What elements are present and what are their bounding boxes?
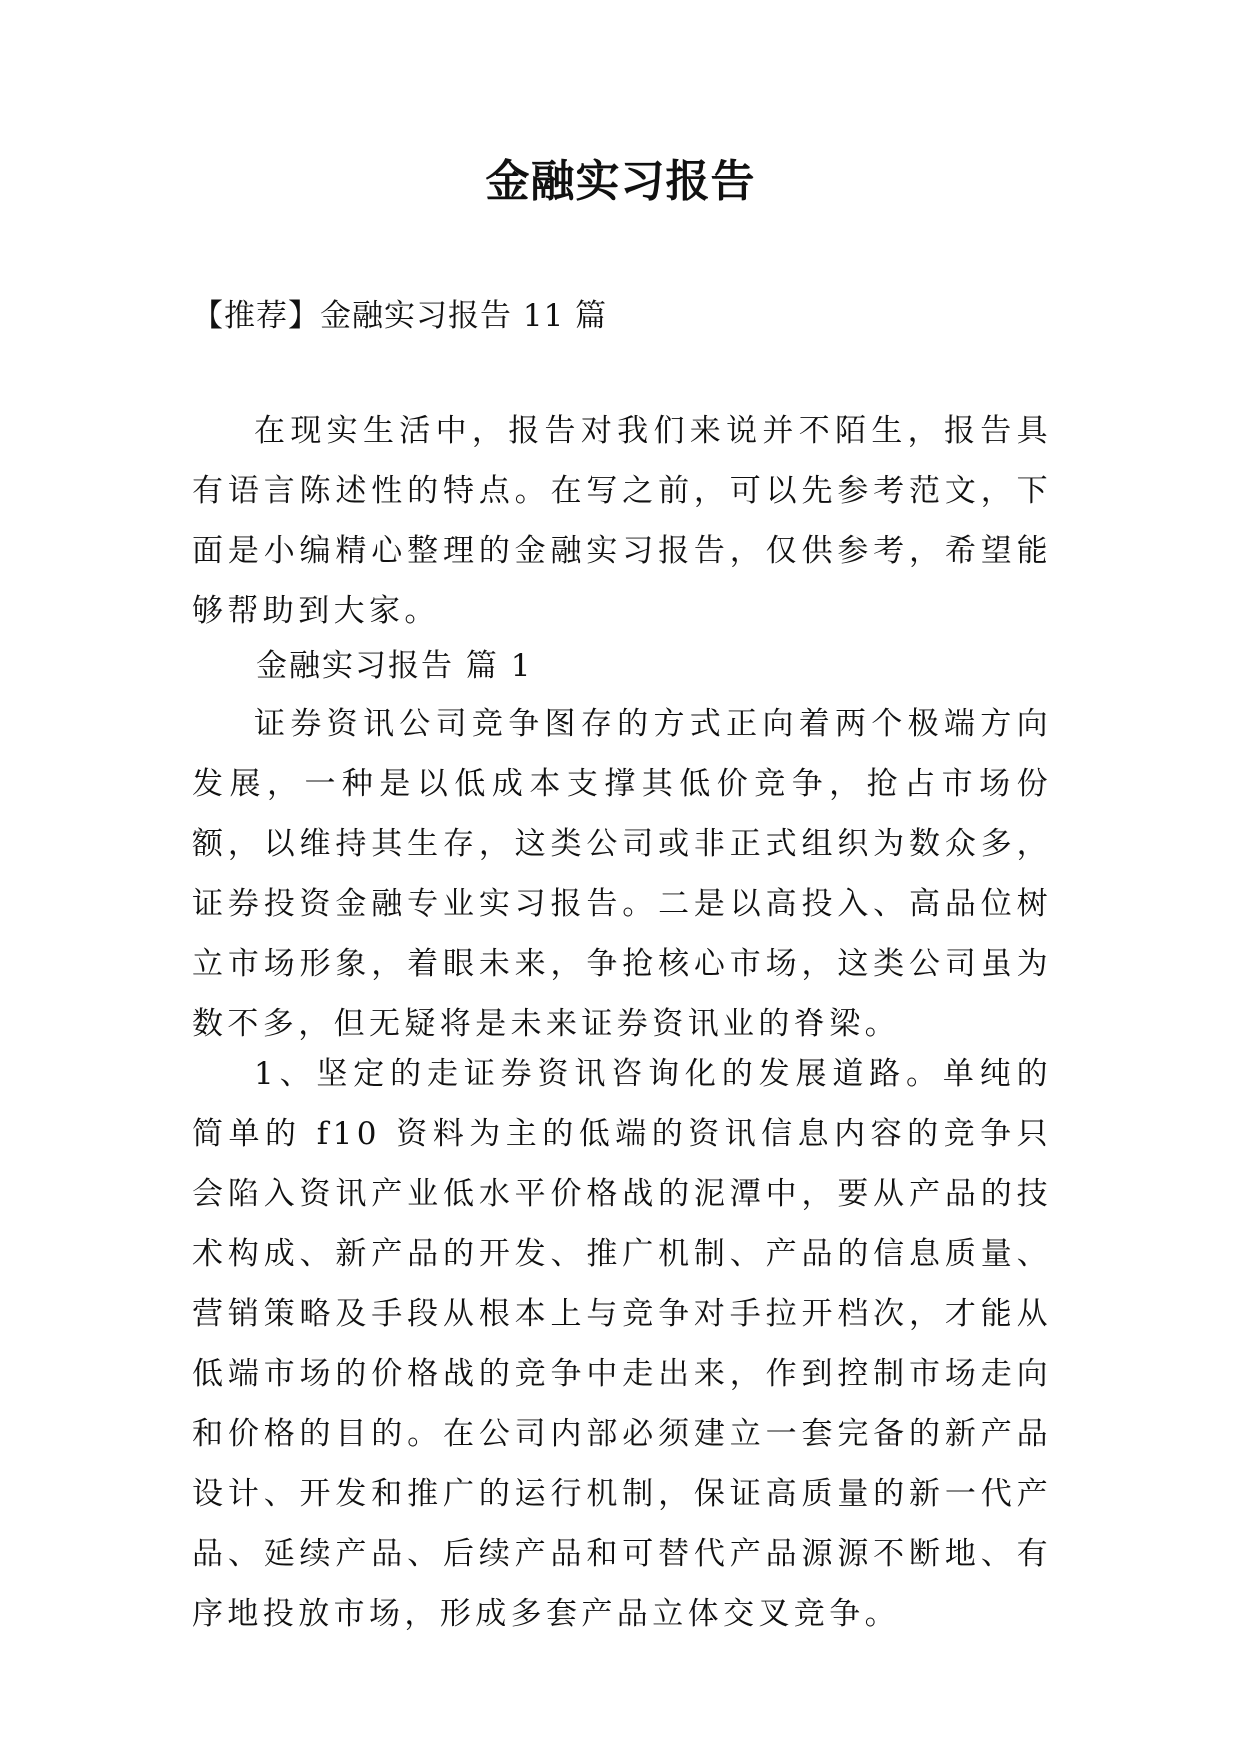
body-paragraph: 证券资讯公司竞争图存的方式正向着两个极端方向发展，一种是以低成本支撑其低价竞争，抢占市场份额，以维持其生存，这类公司或非正式组织为数众多，证券投资金融专业实习报告。二是以高投入、高品位树立市场形象，着眼未来，争抢核心市场，这类公司虽为数不多，但无疑将是未来证券资讯业的脊梁。: [192, 706, 1052, 1042]
body-paragraph: 1、坚定的走证券资讯咨询化的发展道路。单纯的简单的 f10 资料为主的低端的资讯信息内容的竞争只会陷入资讯产业低水平价格战的泥潭中，要从产品的技术构成、新产品的开发、推广机制、产品的信息质量、营销策略及手段从根本上与竞争对手拉开档次，才能从低端市场的价格战的竞争中走出来，作到控制市场走向和价格的目的。在公司内部必须建立一套完备的新产品设计、开发和推广的运行机制，保证高质量的新一代产品、延续产品、后续产品和可替代产品源源不断地、有序地投放市场，形成多套产品立体交叉竞争。: [192, 1056, 1052, 1632]
document-title: 金融实习报告: [485, 156, 756, 207]
recommend-line: 【推荐】金融实习报告 11 篇: [192, 298, 608, 334]
section-heading: 金融实习报告 篇 1: [256, 648, 533, 684]
intro-paragraph: 在现实生活中，报告对我们来说并不陌生，报告具有语言陈述性的特点。在写之前，可以先参考范文，下面是小编精心整理的金融实习报告，仅供参考，希望能够帮助到大家。: [192, 413, 1052, 629]
